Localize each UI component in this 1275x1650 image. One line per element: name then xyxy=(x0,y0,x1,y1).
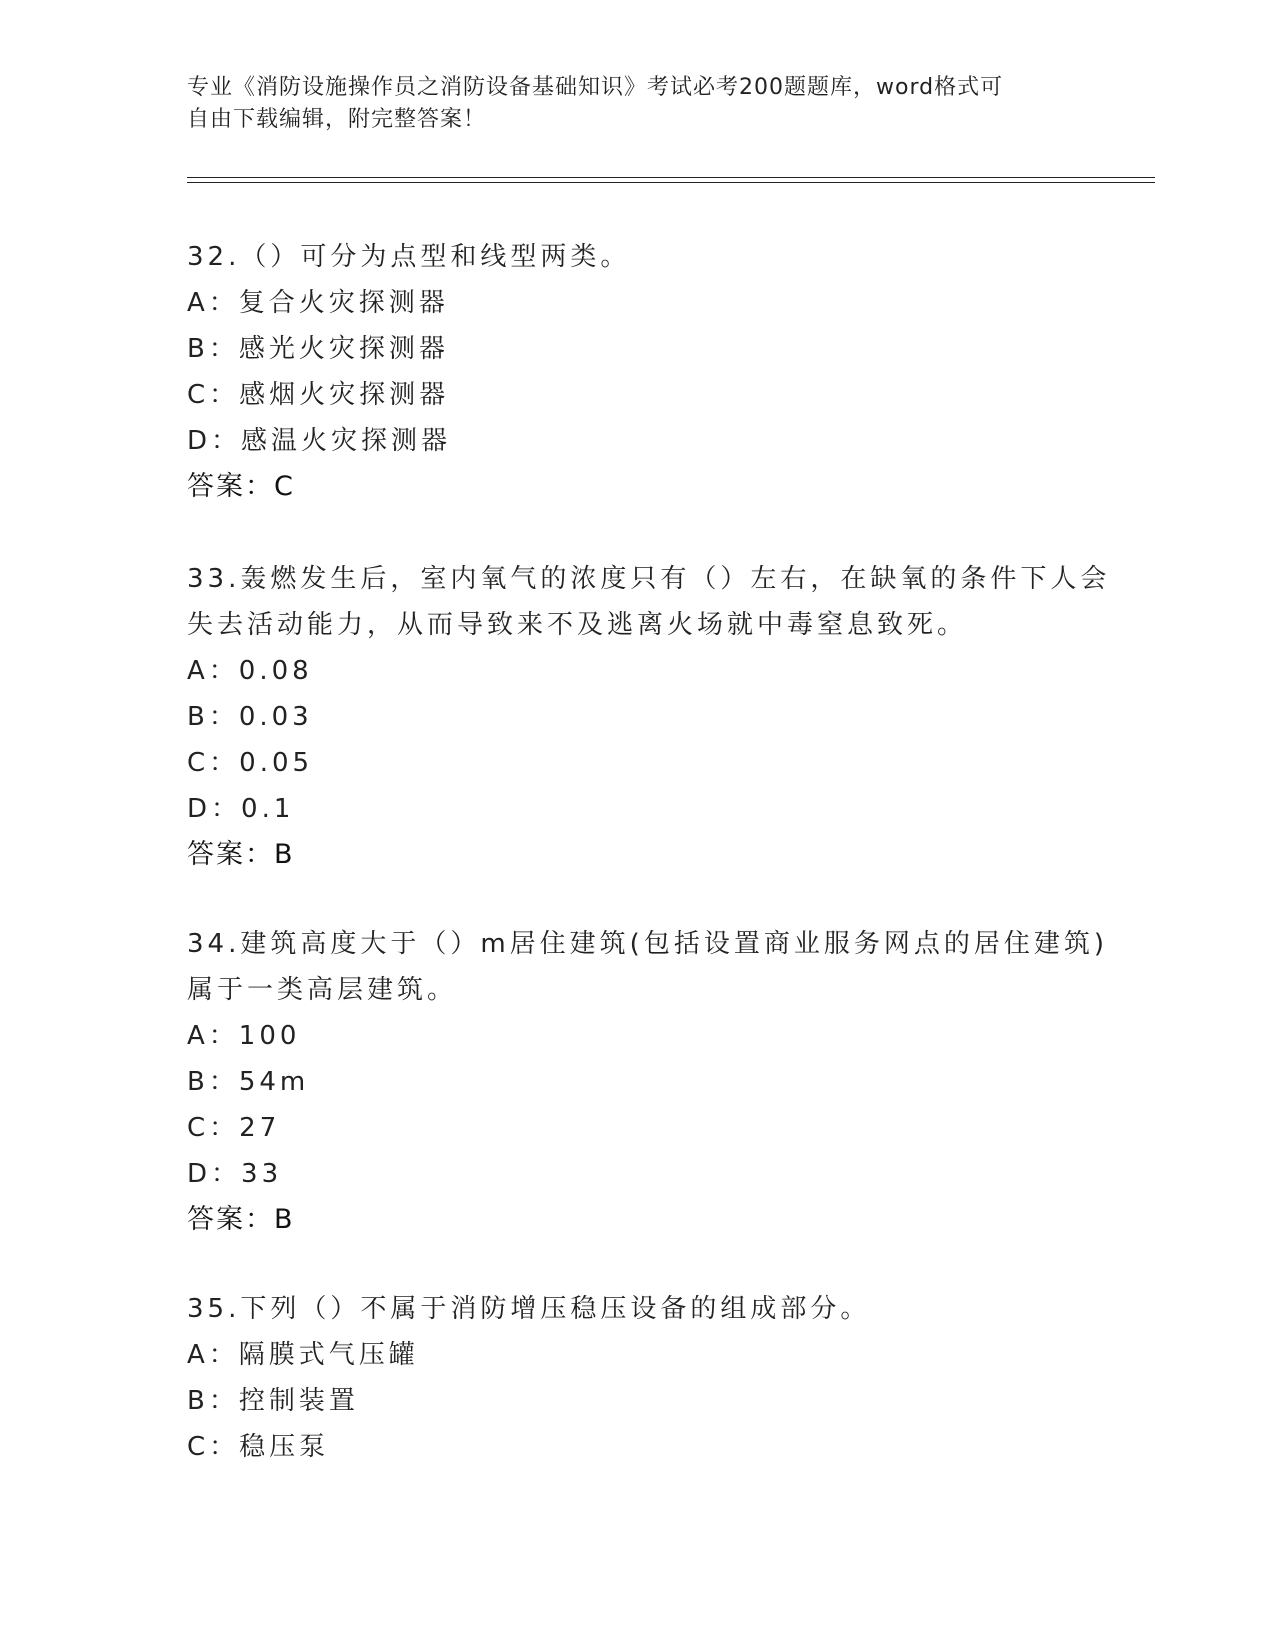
document-header xyxy=(187,72,1087,136)
option-a: A：复合火灾探测器 xyxy=(187,288,449,318)
answer-label: 答案：C xyxy=(187,471,295,502)
option-a: A：0.08 xyxy=(187,656,313,686)
question-stem: 32.（）可分为点型和线型两类。 xyxy=(187,242,631,272)
option-a: A：隔膜式气压罐 xyxy=(187,1340,419,1370)
option-c: C：感烟火灾探测器 xyxy=(187,380,450,410)
answer-label: 答案：B xyxy=(187,839,295,870)
header-divider-top xyxy=(187,177,1155,178)
option-b: B：感光火灾探测器 xyxy=(187,334,449,364)
question-34 xyxy=(187,921,1108,1243)
option-c: C：27 xyxy=(187,1113,281,1143)
question-stem-line-1: 34.建筑高度大于（）m居住建筑(包括设置商业服务网点的居住建筑) xyxy=(187,929,1108,959)
option-d: D：感温火灾探测器 xyxy=(187,426,452,456)
option-d: D：33 xyxy=(187,1159,283,1189)
question-stem-line-1: 33.轰燃发生后，室内氧气的浓度只有（）左右，在缺氧的条件下人会 xyxy=(187,564,1111,594)
header-line-2: 自由下载编辑，附完整答案！ xyxy=(187,107,487,132)
header-line-1: 专业《消防设施操作员之消防设备基础知识》考试必考200题题库，word格式可 xyxy=(187,75,1004,100)
option-b: B：54m xyxy=(187,1067,310,1097)
answer-label: 答案：B xyxy=(187,1204,295,1235)
option-c: C：稳压泵 xyxy=(187,1432,330,1462)
question-33 xyxy=(187,556,1111,878)
header-divider-bottom xyxy=(187,182,1155,183)
option-b: B：控制装置 xyxy=(187,1386,359,1416)
option-d: D：0.1 xyxy=(187,794,295,824)
question-stem-line-2: 失去活动能力，从而导致来不及逃离火场就中毒窒息致死。 xyxy=(187,610,968,640)
question-35 xyxy=(187,1286,1087,1470)
question-32 xyxy=(187,234,1087,510)
option-b: B：0.03 xyxy=(187,702,313,732)
option-c: C：0.05 xyxy=(187,748,314,778)
question-stem: 35.下列（）不属于消防增压稳压设备的组成部分。 xyxy=(187,1294,871,1324)
option-a: A：100 xyxy=(187,1021,301,1051)
question-stem-line-2: 属于一类高层建筑。 xyxy=(187,975,458,1005)
